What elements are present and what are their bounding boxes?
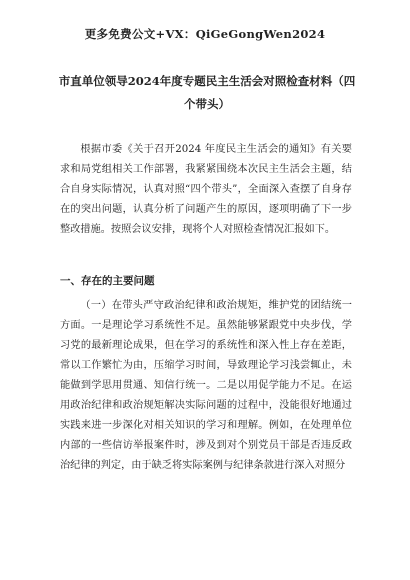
intro-paragraph: 根据市委《关于召开2024 年度民主生活会的通知》有关要求和局党组相关工作部署，我紧紧围绕本次民主生活会主题，结合自身实际情况，认真对照“四个带头”，全面深入查摆了自身存在的突出问题，认真分析了问题产生的原因，逐项明确了下一步整改措施。按照会议安排，现将个人对照检查情况汇报如下。 xyxy=(60,144,352,235)
section-heading: 一、存在的主要问题 xyxy=(60,275,155,287)
document-title: 市直单位领导2024年度专题民主生活会对照检查材料（四个带头） xyxy=(58,74,356,111)
section-paragraph: （一）在带头严守政治纪律和政治规矩，维护党的团结统一方面。一是理论学习系统性不足。虽然能够紧跟党中央步伐，学习党的最新理论成果，但在学习的系统性和深入性上存在差距，常以工作繁忙为由，压缩学习时间，导致理论学习浅尝辄止，未能做到学思用贯通、知信行统一。二是以用促学能力不足。在运用政治纪律和政治规矩解决实际问题的过程中，没能很好地通过实践来进一步深化对相关知识的学习和理解。例如，在处理单位内部的一些信访举报案件时，涉及到对个别党员干部是否违反政治纪律的判定，由于缺乏将实际案例与纪律条款进行深入对照分 xyxy=(60,300,352,471)
promo-header: 更多免费公文+VX：QiGeGongWen2024 xyxy=(84,27,326,41)
